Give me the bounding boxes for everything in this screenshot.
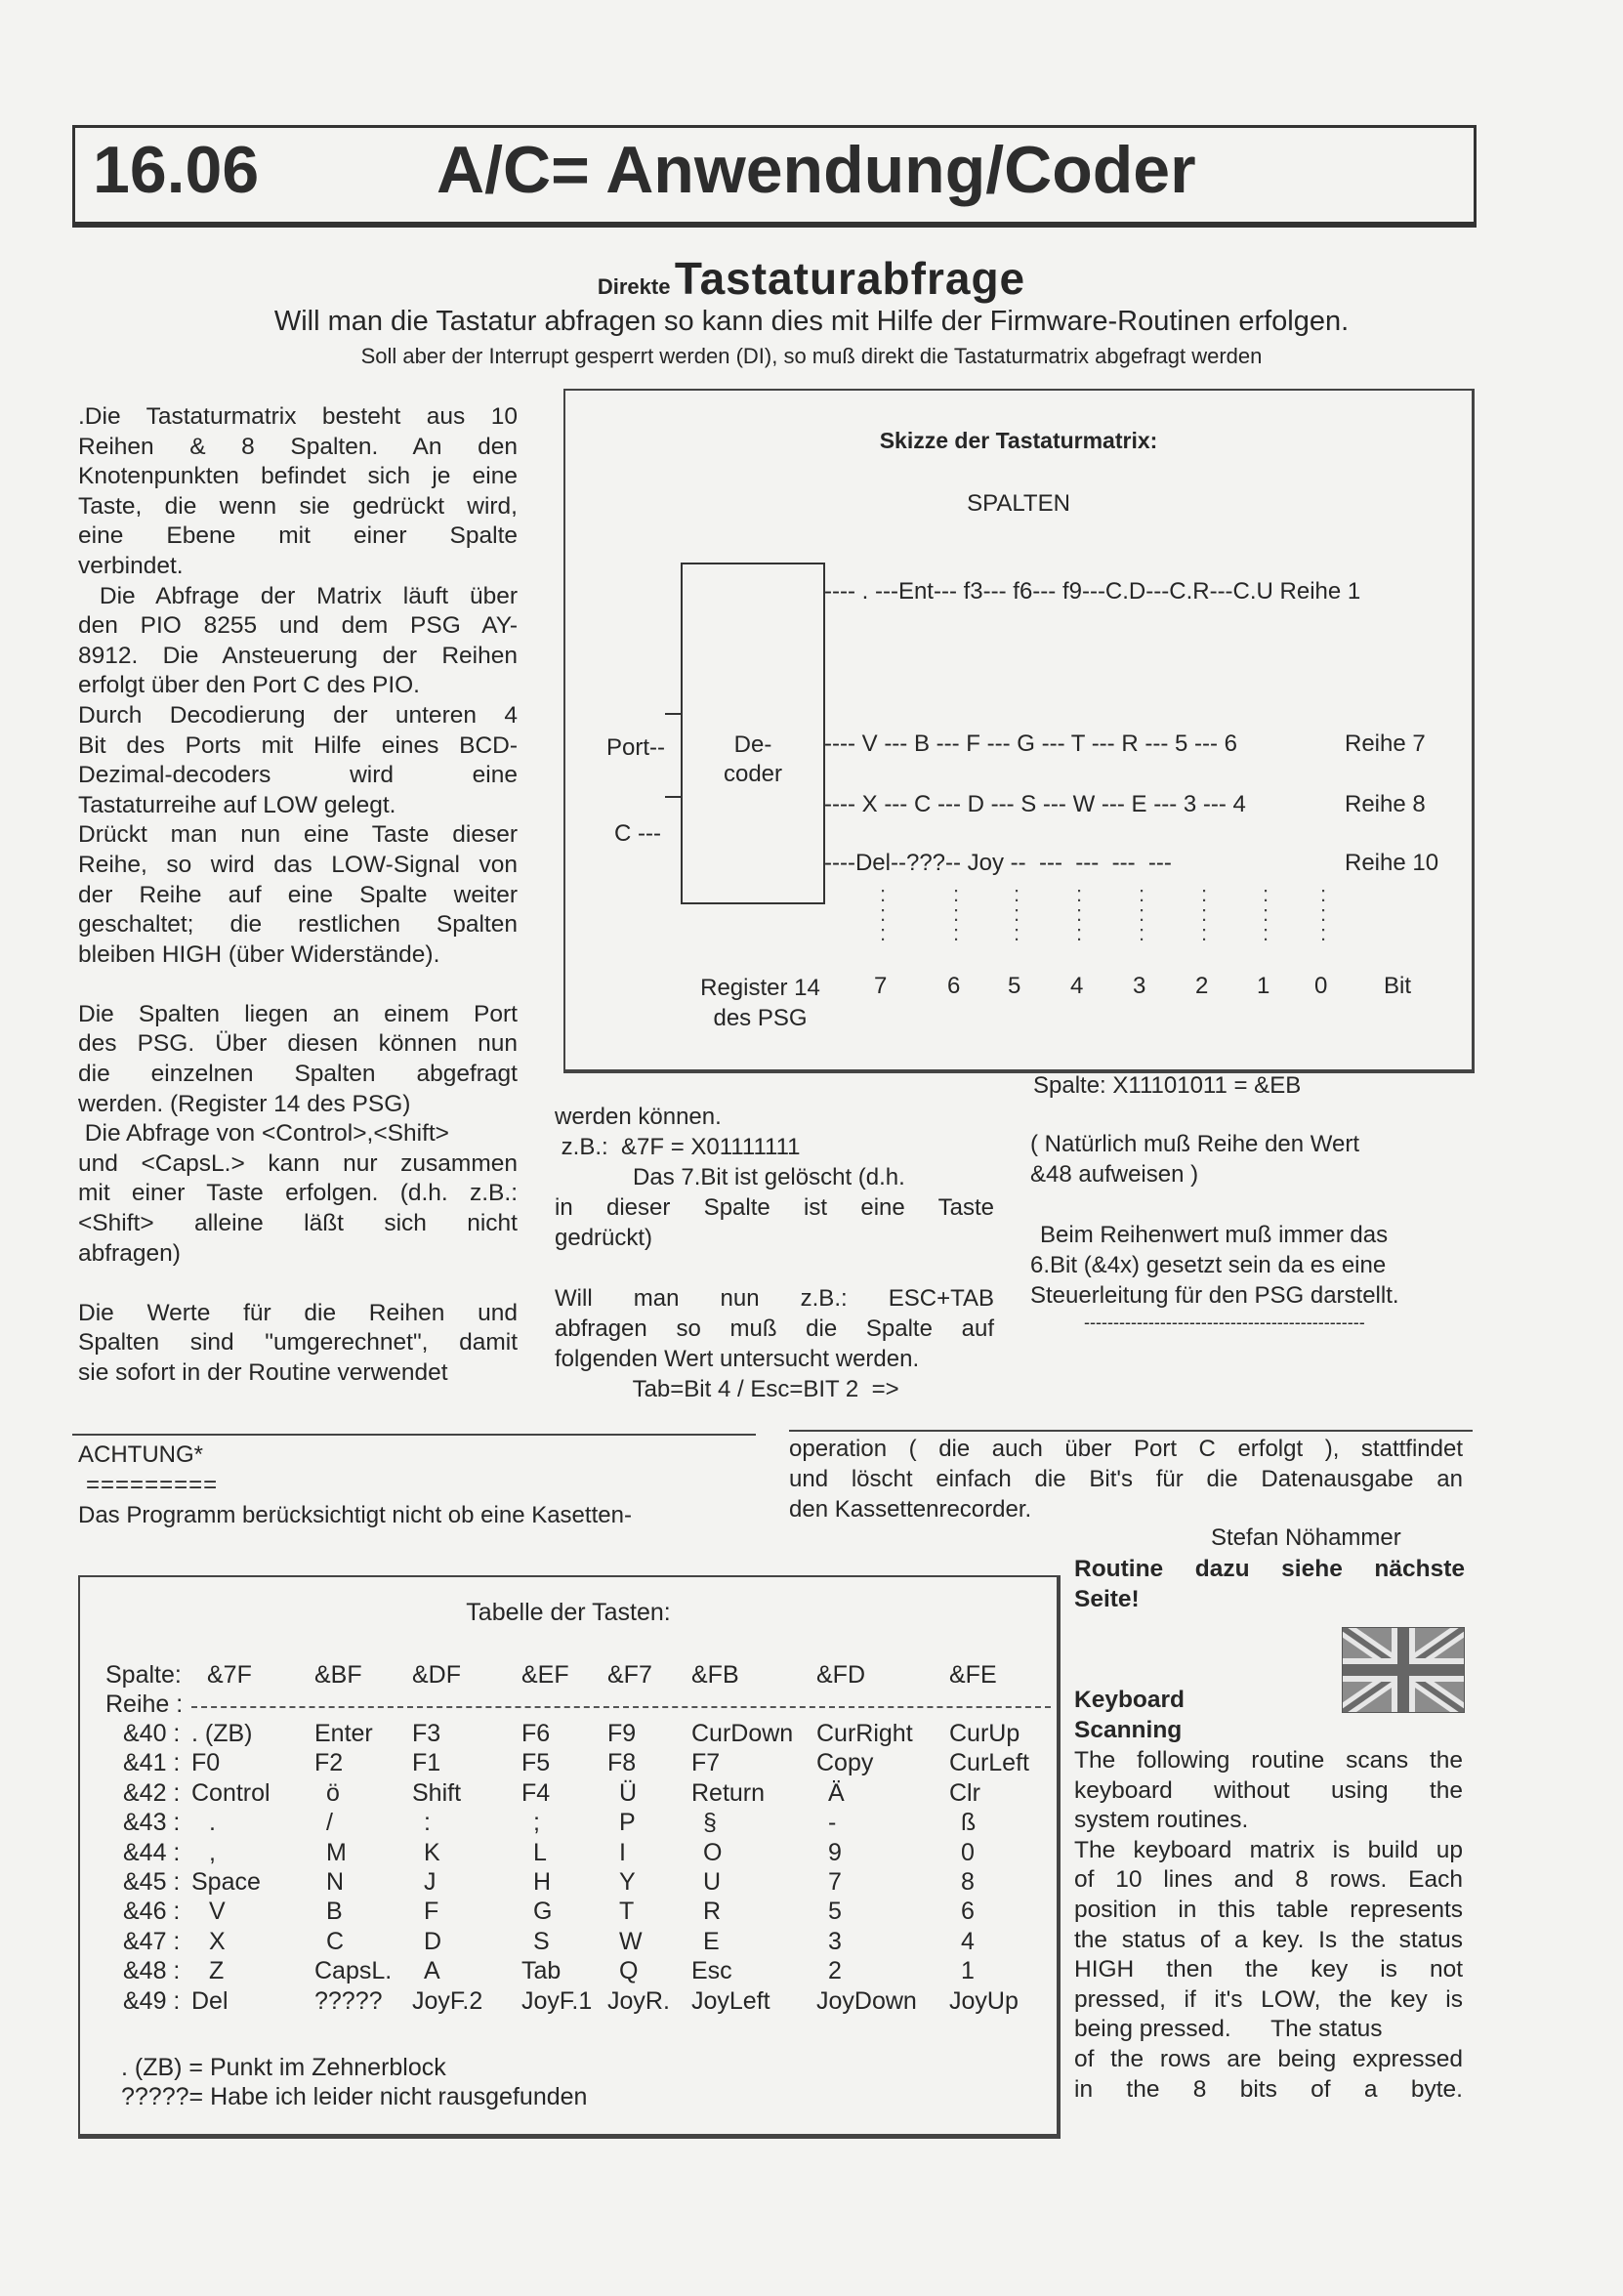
text-line: z.B.: &7F = X01111111: [555, 1134, 801, 1160]
key-cell: ö: [326, 1778, 340, 1807]
page-title: A/C= Anwendung/Coder: [437, 133, 1196, 207]
key-cell: .: [209, 1809, 216, 1837]
column-dots: : : :: [1076, 882, 1083, 945]
column-dots: : : :: [1320, 882, 1327, 945]
union-jack-icon: [1342, 1627, 1465, 1713]
column-header: &F7: [607, 1661, 652, 1689]
text-line: Reihe, so wird das LOW-Signal von: [78, 851, 518, 878]
spalte-value: Spalte: X11101011 = &EB: [1033, 1072, 1302, 1099]
key-cell: F7: [691, 1749, 721, 1777]
text-line: of 10 lines and 8 rows. Each: [1074, 1866, 1463, 1894]
column-header: &7F: [207, 1661, 252, 1689]
keyboard-scanning-title: [1074, 1686, 1185, 1745]
key-cell: 4: [961, 1927, 975, 1955]
key-cell: K: [424, 1838, 440, 1866]
key-cell: F4: [521, 1778, 551, 1807]
key-cell: 7: [828, 1868, 842, 1896]
text-line: gedrückt): [555, 1225, 653, 1251]
text-line: in dieser Spalte ist eine Taste: [555, 1194, 994, 1221]
operation-text: [789, 1434, 1463, 1524]
key-table-title: Tabelle der Tasten:: [466, 1599, 671, 1626]
port-label: Port--: [606, 734, 665, 761]
key-cell: -: [828, 1809, 837, 1837]
key-cell: U: [703, 1868, 722, 1896]
right-column-text: [1030, 1129, 1470, 1334]
text-line: pressed, if it's LOW, the key is: [1074, 1985, 1463, 2013]
key-cell: C: [326, 1927, 345, 1955]
bit-number: 1: [1257, 973, 1270, 999]
text-line: geschaltet; die restlichen Spalten: [78, 911, 518, 939]
text-line: den Kassettenrecorder.: [789, 1496, 1032, 1523]
text-line: Will man nun z.B.: ESC+TAB: [555, 1285, 994, 1312]
decoder-label: [681, 731, 825, 789]
text-line: eine Ebene mit einer Spalte: [78, 522, 518, 550]
column-dots: : : :: [1139, 882, 1145, 945]
key-cell: 2: [828, 1957, 842, 1985]
register-label-line: Register 14: [700, 975, 820, 1001]
bit-label: Bit: [1384, 973, 1412, 999]
author: Stefan Nöhammer: [1211, 1524, 1401, 1551]
key-cell: CurRight: [816, 1720, 913, 1747]
key-cell: JoyF.2: [412, 1986, 483, 2015]
key-cell: F5: [521, 1749, 551, 1777]
column-dots: : : :: [880, 882, 887, 945]
text-line: Dezimal-decoders wird eine: [78, 762, 518, 789]
achtung-title: ACHTUNG*: [78, 1441, 204, 1468]
key-cell: F0: [191, 1749, 221, 1777]
bit-number: 3: [1133, 973, 1146, 999]
article-title: [0, 252, 1623, 305]
text-line: of the rows are being expressed: [1074, 2045, 1463, 2072]
key-cell: Space: [191, 1868, 261, 1896]
key-cell: CurLeft: [949, 1749, 1029, 1777]
column-dots: : : :: [1014, 882, 1020, 945]
key-cell: Return: [691, 1778, 766, 1807]
text-line: Knotenpunkten befindet sich je eine: [78, 463, 518, 490]
key-cell: §: [703, 1809, 717, 1837]
achtung-text: Das Programm berücksichtigt nicht ob eine Kasetten-: [78, 1502, 632, 1528]
bit-number: 2: [1195, 973, 1209, 999]
text-line: Das 7.Bit ist gelöscht (d.h.: [555, 1164, 905, 1190]
key-cell: D: [424, 1927, 442, 1955]
key-cell: /: [326, 1809, 333, 1837]
reihe-label: Reihe :: [105, 1691, 184, 1718]
column-header: &BF: [314, 1661, 362, 1689]
text-line: [555, 1253, 994, 1283]
matrix-row-7-label: Reihe 7: [1345, 731, 1426, 757]
column-header: &DF: [412, 1661, 461, 1689]
matrix-row-7: ---- V --- B --- F --- G --- T --- R --- 5 --- 6: [824, 731, 1237, 757]
left-column-text: [78, 402, 518, 1389]
bit-number: 4: [1070, 973, 1084, 999]
text-line: abfragen so muß die Spalte auf: [555, 1315, 994, 1342]
key-cell: 1: [961, 1957, 975, 1985]
key-cell: J: [424, 1868, 437, 1896]
key-cell: T: [619, 1898, 635, 1926]
column-header: &FD: [816, 1661, 865, 1689]
key-cell: Control: [191, 1778, 270, 1807]
key-cell: E: [703, 1927, 720, 1955]
text-line: operation ( die auch über Port C erfolgt ), stattfindet: [789, 1436, 1463, 1462]
text-line: sie sofort in der Routine verwendet: [78, 1359, 448, 1386]
key-cell: X: [209, 1927, 226, 1955]
text-line: folgenden Wert untersucht werden.: [555, 1346, 920, 1372]
matrix-row-10: ----Del--???-- Joy -- --- --- --- ---: [824, 850, 1172, 876]
row-label: &47 :: [123, 1927, 181, 1955]
column-header: &EF: [521, 1661, 569, 1689]
text-line: in the 8 bits of a byte.: [1074, 2075, 1463, 2103]
text-line: the status of a key. Is the status: [1074, 1926, 1463, 1953]
text-line: und löscht einfach die Bit's für die Datenausgabe an: [789, 1466, 1463, 1492]
page-header: [72, 125, 1477, 228]
key-cell: I: [619, 1838, 626, 1866]
table-header-rule: [191, 1706, 1051, 1708]
text-line: bleiben HIGH (über Widerstände).: [78, 940, 440, 968]
text-line: Bit des Ports mit Hilfe eines BCD-: [78, 731, 518, 759]
key-cell: R: [703, 1898, 722, 1926]
register-label: [680, 973, 841, 1033]
key-cell: . (ZB): [191, 1720, 253, 1747]
key-cell: Q: [619, 1957, 639, 1985]
key-cell: W: [619, 1927, 643, 1955]
row-label: &46 :: [123, 1898, 181, 1926]
text-line: Taste, die wenn sie gedrückt wird,: [78, 492, 518, 520]
key-cell: V: [209, 1898, 226, 1926]
decoder-label-line: coder: [723, 761, 783, 787]
key-cell: P: [619, 1809, 636, 1837]
text-line: The keyboard matrix is build up: [1074, 1836, 1463, 1863]
diagram-spalten-label: SPALTEN: [967, 490, 1070, 517]
text-line: Die Werte für die Reihen und: [78, 1299, 518, 1326]
key-cell: Clr: [949, 1778, 980, 1807]
text-line: werden können.: [555, 1104, 722, 1130]
text-line: erfolgt über den Port C des PIO.: [78, 672, 420, 699]
text-line: Drückt man nun eine Taste dieser: [78, 821, 518, 849]
key-cell: Ü: [619, 1778, 638, 1807]
key-cell: 6: [961, 1898, 975, 1926]
key-cell: ?????: [314, 1986, 383, 2015]
article-title-small: Direkte: [597, 274, 671, 299]
key-cell: 9: [828, 1838, 842, 1866]
matrix-row-8-label: Reihe 8: [1345, 791, 1426, 817]
text-line: Die Abfrage der Matrix läuft über: [78, 582, 518, 609]
key-cell: F3: [412, 1720, 441, 1747]
key-cell: Y: [619, 1868, 636, 1896]
keyboard-scanning-text: [1074, 1746, 1463, 2105]
matrix-row-1: ---- . ---Ent--- f3--- f6--- f9---C.D---C.R---C.U Reihe 1: [824, 578, 1361, 605]
text-line: Durch Decodierung der unteren 4: [78, 701, 518, 729]
key-cell: G: [533, 1898, 553, 1926]
text-line: Spalten sind "umgerechnet", damit: [78, 1329, 518, 1357]
text-line: .Die Tastaturmatrix besteht aus 10: [78, 403, 518, 430]
key-cell: Shift: [412, 1778, 462, 1807]
text-line: ------------------------------------------------: [1084, 1313, 1365, 1332]
key-cell: ,: [209, 1838, 216, 1866]
key-cell: M: [326, 1838, 347, 1866]
row-label: &44 :: [123, 1838, 181, 1866]
key-cell: Z: [209, 1957, 225, 1985]
port-line: [665, 796, 681, 798]
text-line: Reihen & 8 Spalten. An den: [78, 433, 518, 460]
row-label: &41 :: [123, 1749, 181, 1777]
text-line: des PSG. Über diesen können nun: [78, 1030, 518, 1058]
key-table: [78, 1575, 1061, 2139]
key-cell: JoyLeft: [691, 1986, 770, 2015]
text-line: der Reihe auf eine Spalte weiter: [78, 881, 518, 908]
text-line: HIGH then the key is not: [1074, 1956, 1463, 1983]
column-header: &FB: [691, 1661, 739, 1689]
footnote: . (ZB) = Punkt im Zehnerblock: [121, 2054, 446, 2081]
c-label: C ---: [614, 820, 661, 847]
key-cell: Tab: [521, 1957, 562, 1985]
matrix-row-10-label: Reihe 10: [1345, 850, 1439, 876]
key-cell: :: [424, 1809, 431, 1837]
text-line: mit einer Taste erfolgen. (d.h. z.B.:: [78, 1180, 518, 1207]
text-line: Seite!: [1074, 1585, 1140, 1612]
spalte-label: Spalte:: [105, 1661, 182, 1689]
key-cell: Del: [191, 1986, 229, 2015]
achtung-underline: =========: [86, 1472, 219, 1498]
text-line: system routines.: [1074, 1807, 1249, 1834]
key-cell: Copy: [816, 1749, 874, 1777]
key-cell: CurUp: [949, 1720, 1020, 1747]
key-cell: JoyDown: [816, 1986, 917, 2015]
article-subtitle-2: Soll aber der Interrupt gesperrt werden (DI), so muß direkt die Tastaturmatrix abgefragt werden: [360, 344, 1263, 368]
achtung-block: [78, 1440, 632, 1530]
diagram-title: Skizze der Tastaturmatrix:: [879, 428, 1158, 453]
key-cell: Enter: [314, 1720, 373, 1747]
row-label: &49 :: [123, 1986, 181, 2015]
article-title-big: Tastaturabfrage: [674, 253, 1026, 304]
text-line: ( Natürlich muß Reihe den Wert: [1030, 1131, 1360, 1157]
key-cell: Esc: [691, 1957, 732, 1985]
bit-number: 0: [1314, 973, 1328, 999]
text-line: [78, 970, 518, 1000]
text-line: [78, 1269, 518, 1299]
bit-number: 6: [947, 973, 961, 999]
text-line: position in this table represents: [1074, 1896, 1463, 1923]
key-cell: ;: [533, 1809, 540, 1837]
divider: [789, 1430, 1473, 1432]
divider: [72, 1434, 756, 1436]
column-dots: : : :: [1263, 882, 1269, 945]
text-line: den PIO 8255 und dem PSG AY-: [78, 612, 518, 640]
text-line: The following routine scans the: [1074, 1747, 1463, 1774]
key-cell: F1: [412, 1749, 441, 1777]
text-line: abfragen): [78, 1239, 181, 1267]
key-cell: CapsL.: [314, 1957, 393, 1985]
text-line: die einzelnen Spalten abgefragt: [78, 1061, 518, 1088]
key-cell: L: [533, 1838, 547, 1866]
key-cell: F6: [521, 1720, 551, 1747]
text-line: Die Spalten liegen an einem Port: [78, 1000, 518, 1027]
keyboard-matrix-diagram: [563, 389, 1475, 1073]
page-number: 16.06: [93, 133, 260, 207]
text-line: Die Abfrage von <Control>,<Shift>: [78, 1120, 449, 1148]
routine-note: [1074, 1555, 1465, 1614]
text-line: Tastaturreihe auf LOW gelegt.: [78, 791, 396, 818]
text-line: 8912. Die Ansteuerung der Reihen: [78, 642, 518, 669]
key-cell: Ä: [828, 1778, 845, 1807]
middle-column-text: [555, 1102, 994, 1404]
text-line: <Shift> alleine läßt sich nicht: [78, 1210, 518, 1237]
key-cell: 8: [961, 1868, 975, 1896]
key-cell: 3: [828, 1927, 842, 1955]
text-line: keyboard without using the: [1074, 1776, 1463, 1804]
bit-number: 5: [1008, 973, 1021, 999]
key-cell: F9: [607, 1720, 637, 1747]
text-line: Tab=Bit 4 / Esc=BIT 2 =>: [555, 1376, 899, 1402]
key-cell: F2: [314, 1749, 344, 1777]
article-subtitle: Will man die Tastatur abfragen so kann dies mit Hilfe der Firmware-Routinen erfolgen.: [273, 306, 1350, 337]
text-line: verbindet.: [78, 552, 184, 579]
row-label: &40 :: [123, 1720, 181, 1747]
key-cell: JoyUp: [949, 1986, 1019, 2015]
port-line: [665, 713, 681, 715]
key-cell: ß: [961, 1809, 977, 1837]
key-cell: O: [703, 1838, 723, 1866]
text-line: Scanning: [1074, 1716, 1183, 1743]
row-label: &45 :: [123, 1868, 181, 1896]
column-dots: : : :: [1201, 882, 1208, 945]
register-label-line: des PSG: [713, 1005, 808, 1031]
key-cell: JoyF.1: [521, 1986, 593, 2015]
key-cell: B: [326, 1898, 343, 1926]
key-cell: F: [424, 1898, 439, 1926]
text-line: &48 aufweisen ): [1030, 1161, 1199, 1188]
footnote: ?????= Habe ich leider nicht rausgefunden: [121, 2083, 588, 2110]
key-cell: F8: [607, 1749, 637, 1777]
text-line: Beim Reihenwert muß immer das: [1040, 1222, 1389, 1248]
text-line: [1030, 1190, 1470, 1220]
key-cell: JoyR.: [607, 1986, 670, 2015]
text-line: werden. (Register 14 des PSG): [78, 1090, 411, 1117]
column-header: &FE: [949, 1661, 997, 1689]
key-cell: 5: [828, 1898, 842, 1926]
key-cell: N: [326, 1868, 345, 1896]
row-label: &43 :: [123, 1809, 181, 1837]
text-line: Steuerleitung für den PSG darstellt.: [1030, 1282, 1399, 1309]
text-line: und <CapsL.> kann nur zusammen: [78, 1149, 518, 1177]
text-line: being pressed. The status: [1074, 2016, 1383, 2043]
decoder-label-line: De-: [733, 731, 772, 758]
matrix-row-8: ---- X --- C --- D --- S --- W --- E --- 3 --- 4: [824, 791, 1246, 817]
key-cell: H: [533, 1868, 552, 1896]
text-line: 6.Bit (&4x) gesetzt sein da es eine: [1030, 1252, 1387, 1278]
bit-number: 7: [874, 973, 888, 999]
text-line: Routine dazu siehe nächste: [1074, 1556, 1465, 1582]
row-label: &48 :: [123, 1957, 181, 1985]
row-label: &42 :: [123, 1778, 181, 1807]
key-cell: CurDown: [691, 1720, 794, 1747]
text-line: Keyboard: [1074, 1687, 1186, 1713]
key-cell: S: [533, 1927, 550, 1955]
key-cell: A: [424, 1957, 440, 1985]
column-dots: : : :: [953, 882, 960, 945]
key-cell: 0: [961, 1838, 975, 1866]
